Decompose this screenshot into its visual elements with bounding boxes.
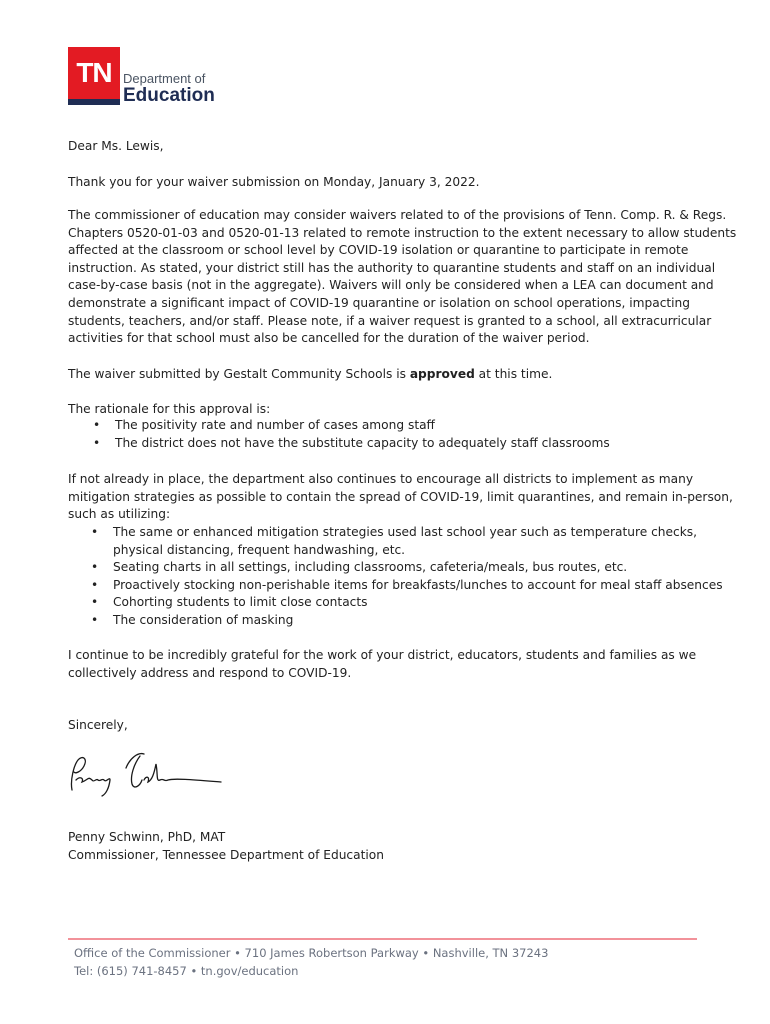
paragraph-line: If not already in place, the department also continues to encourage all districts to implement as many <box>68 472 694 486</box>
paragraph-line: such as utilizing: <box>68 507 171 522</box>
logo-underline-bar <box>68 99 120 105</box>
approval-statement <box>68 366 552 383</box>
paragraph-line: case-by-case basis (not in the aggregate). Waivers will only be considered when a LEA can document and <box>68 278 714 293</box>
rationale-intro: The rationale for this approval is: <box>68 402 271 416</box>
list-item <box>113 524 723 559</box>
rationale-list <box>115 417 610 452</box>
thanks-line: Thank you for your waiver submission on Monday, January 3, 2022. <box>68 175 480 189</box>
tn-logo-mark: TN <box>68 47 120 99</box>
approval-text-before: The waiver submitted by Gestalt Community Schools is <box>68 367 410 381</box>
mitigation-list <box>113 524 723 630</box>
approval-text-after: at this time. <box>474 367 553 381</box>
paragraph-line: demonstrate a significant impact of COVID-19 quarantine or isolation on school operations, impacting <box>68 295 691 310</box>
signer-name: Penny Schwinn, PhD, MAT <box>68 830 226 844</box>
signer-title: Commissioner, Tennessee Department of Education <box>68 848 384 862</box>
tn-doe-logo <box>68 47 218 109</box>
list-item: • Proactively stocking non-perishable items for breakfasts/lunches to account for meal staff absences <box>113 577 723 595</box>
paragraph-line: students, teachers, and/or staff. Please note, if a waiver request is granted to a school, all extracurricular <box>68 313 712 328</box>
footer-address: Office of the Commissioner • 710 James Robertson Parkway • Nashville, TN 37243 <box>74 946 549 960</box>
list-item: • The consideration of masking <box>113 612 723 630</box>
mitigation-intro <box>68 471 733 524</box>
sign-off: Sincerely, <box>68 718 128 732</box>
paragraph-line: affected at the classroom or school level by COVID-19 isolation or quarantine to participate in remote <box>68 243 689 258</box>
logo-department-text: Department of <box>123 71 206 86</box>
paragraph-line: activities for that school must also be cancelled for the duration of the waiver period. <box>68 331 590 346</box>
approval-status: approved <box>409 367 475 381</box>
footer-contact: Tel: (615) 741-8457 • tn.gov/education <box>74 964 299 978</box>
list-item: • The positivity rate and number of cases among staff <box>115 417 610 435</box>
list-item-text: • The same or enhanced mitigation strategies used last school year such as temperature checks, <box>113 525 697 539</box>
signature-image <box>66 750 226 800</box>
paragraph-line: mitigation strategies as possible to contain the spread of COVID-19, limit quarantines, and remain in-person, <box>68 489 733 504</box>
paragraph-line: Chapters 0520-01-03 and 0520-01-13 related to remote instruction to the extent necessary to allow students <box>68 225 737 240</box>
salutation: Dear Ms. Lewis, <box>68 139 164 153</box>
logo-education-text: Education <box>123 85 215 106</box>
footer-divider <box>68 938 697 940</box>
paragraph-line: instruction. As stated, your district still has the authority to quarantine students and staff on an individual <box>68 260 716 275</box>
paragraph-line: The commissioner of education may consider waivers related to of the provisions of Tenn. Comp. R. & Regs. <box>68 208 727 222</box>
waiver-paragraph <box>68 207 737 348</box>
closing-paragraph <box>68 647 708 682</box>
list-item: • The district does not have the substitute capacity to adequately staff classrooms <box>115 435 610 453</box>
list-item: • Seating charts in all settings, including classrooms, cafeteria/meals, bus routes, etc. <box>113 559 723 577</box>
list-item-text: physical distancing, frequent handwashing, etc. <box>113 542 406 557</box>
paragraph-line: I continue to be incredibly grateful for the work of your district, educators, students and families as we <box>68 648 697 662</box>
paragraph-line: collectively address and respond to COVID-19. <box>68 665 352 680</box>
list-item: • Cohorting students to limit close contacts <box>113 594 723 612</box>
